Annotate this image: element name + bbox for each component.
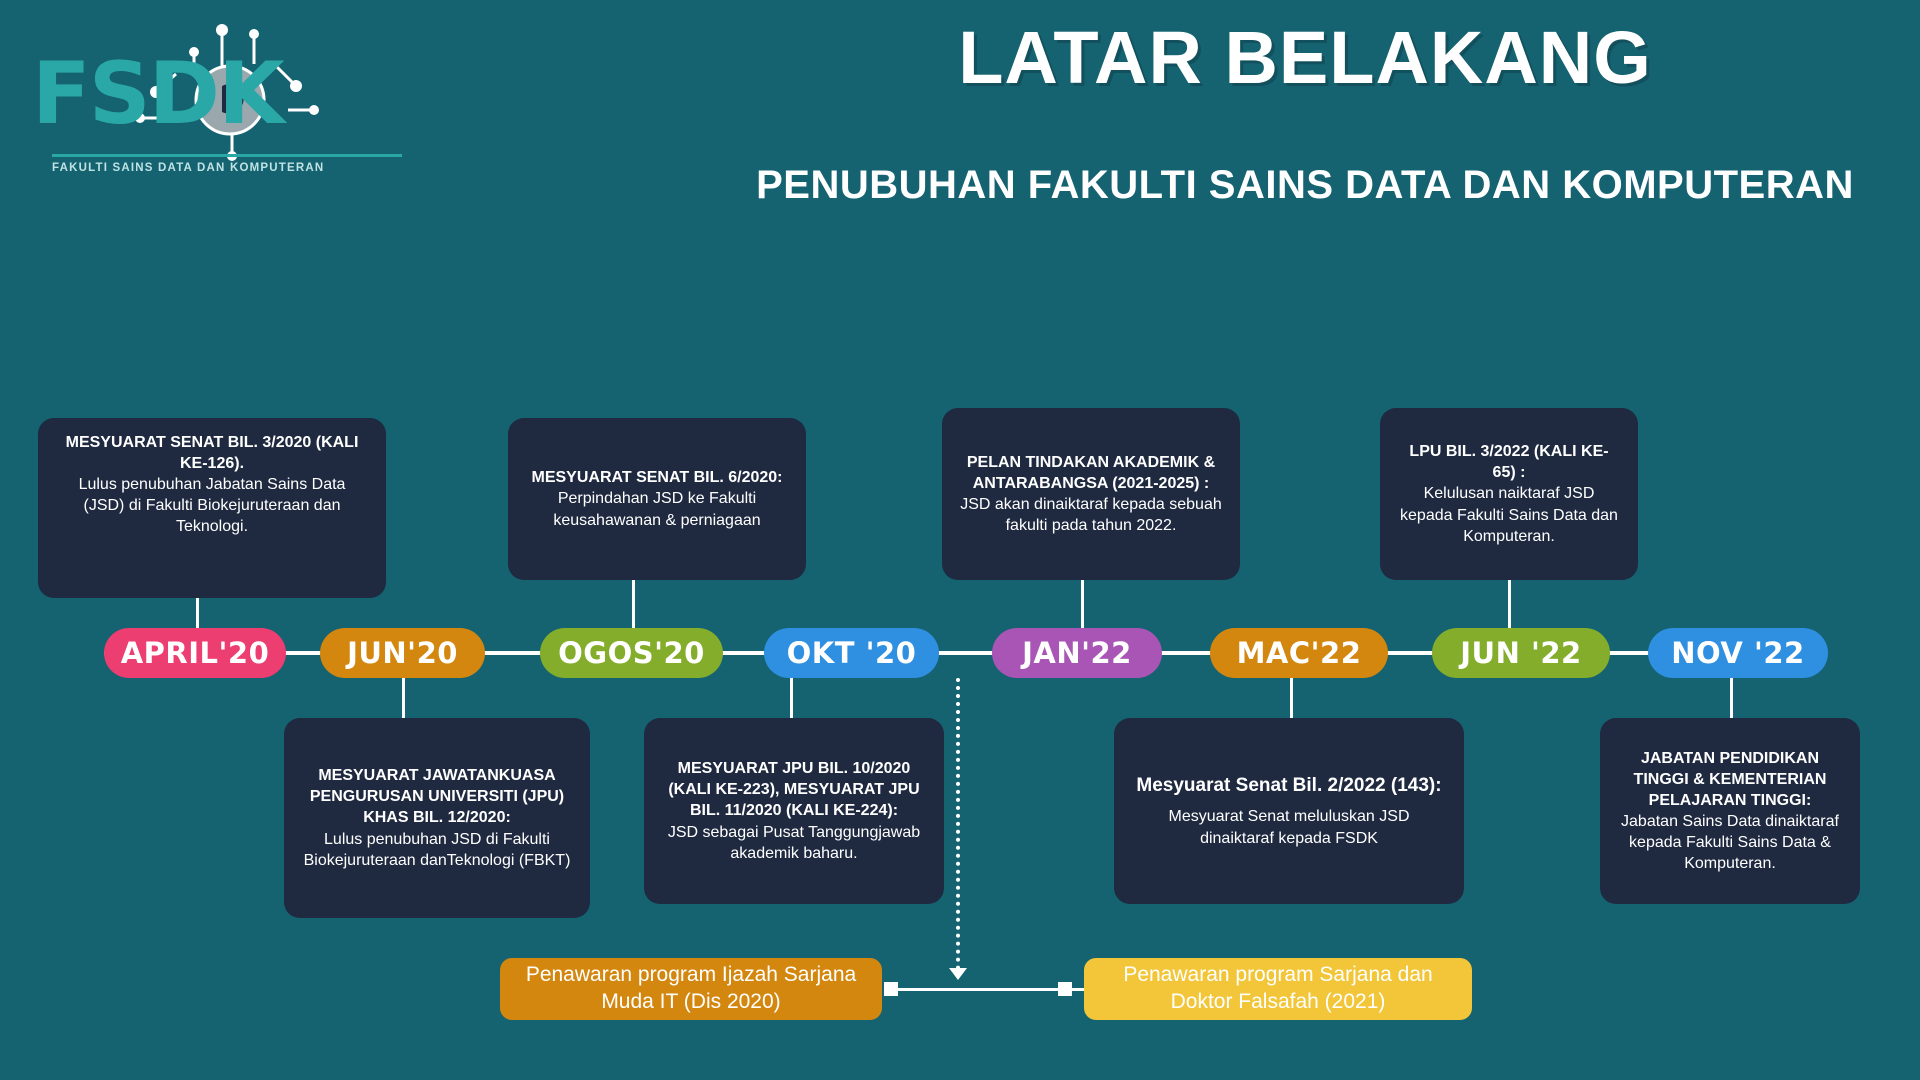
- timeline-pill-april20[interactable]: APRIL'20: [104, 628, 286, 678]
- connector-below-3: [1290, 678, 1293, 718]
- timeline-pill-nov22[interactable]: NOV '22: [1648, 628, 1828, 678]
- timeline-pill-jun20[interactable]: JUN'20: [320, 628, 485, 678]
- connector-above-4: [1508, 580, 1511, 630]
- connector-below-2: [790, 678, 793, 718]
- card-body: Lulus penubuhan JSD di Fakulti Biokejuruteraan danTeknologi (FBKT): [303, 830, 571, 869]
- timeline-pill-jun22[interactable]: JUN '22: [1432, 628, 1610, 678]
- connector-above-3: [1081, 580, 1084, 630]
- ribbon-ijazah-sarjana-muda: Penawaran program Ijazah Sarjana Muda IT (Dis 2020): [500, 958, 882, 1020]
- timeline-pill-ogos20[interactable]: OGOS'20: [540, 628, 723, 678]
- timeline-card-below-3: [1114, 718, 1464, 904]
- dotted-branch-line: [956, 678, 960, 978]
- card-heading: MESYUARAT SENAT BIL. 6/2020:: [531, 469, 783, 487]
- card-body: Mesyuarat Senat meluluskan JSD dinaiktaraf kepada FSDK: [1168, 808, 1410, 847]
- timeline-card-below-1: [284, 718, 590, 918]
- connector-above-1: [196, 598, 199, 630]
- timeline-card-above-4: [1380, 408, 1638, 580]
- timeline-card-above-3: [942, 408, 1240, 580]
- logo-divider: [52, 154, 402, 157]
- logo-wordmark: FSDK: [32, 44, 283, 144]
- card-body: JSD sebagai Pusat Tanggungjawab akademik baharu.: [667, 823, 921, 862]
- connector-below-4: [1730, 678, 1733, 718]
- card-body: Lulus penubuhan Jabatan Sains Data (JSD) di Fakulti Biokejuruteraan dan Teknologi.: [78, 476, 346, 536]
- card-heading: PELAN TINDAKAN AKADEMIK & ANTARABANGSA (2021-2025) :: [966, 453, 1216, 492]
- connector-below-1: [402, 678, 405, 718]
- card-heading: MESYUARAT JAWATANKUASA PENGURUSAN UNIVERSITI (JPU) KHAS BIL. 12/2020:: [309, 767, 565, 827]
- ribbon-node-left: [884, 982, 898, 996]
- logo-tagline: FAKULTI SAINS DATA DAN KOMPUTERAN: [52, 162, 325, 174]
- timeline-pill-okt20[interactable]: OKT '20: [764, 628, 939, 678]
- timeline-card-below-4: [1600, 718, 1860, 904]
- page-subtitle: PENUBUHAN FAKULTI SAINS DATA DAN KOMPUTERAN: [756, 163, 1854, 207]
- card-body: Jabatan Sains Data dinaiktaraf kepada Fakulti Sains Data & Komputeran.: [1621, 813, 1839, 873]
- timeline-pill-mac22[interactable]: MAC'22: [1210, 628, 1388, 678]
- card-heading: LPU BIL. 3/2022 (KALI KE-65) :: [1409, 443, 1609, 482]
- connector-above-2: [632, 580, 635, 630]
- card-heading: Mesyuarat Senat Bil. 2/2022 (143):: [1136, 775, 1442, 797]
- ribbon-node-right: [1058, 982, 1072, 996]
- timeline-card-below-2: [644, 718, 944, 904]
- card-body: Perpindahan JSD ke Fakulti keusahawanan & perniagaan: [553, 490, 761, 529]
- branch-arrow-icon: [949, 968, 967, 980]
- card-body: Kelulusan naiktaraf JSD kepada Fakulti Sains Data dan Komputeran.: [1400, 485, 1618, 545]
- ribbon-sarjana-doktor-falsafah: Penawaran program Sarjana dan Doktor Falsafah (2021): [1084, 958, 1472, 1020]
- card-body: JSD akan dinaiktaraf kepada sebuah fakulti pada tahun 2022.: [960, 496, 1222, 535]
- timeline-card-above-2: [508, 418, 806, 580]
- timeline-pill-jan22[interactable]: JAN'22: [992, 628, 1162, 678]
- card-heading: JABATAN PENDIDIKAN TINGGI & KEMENTERIAN PELAJARAN TINGGI:: [1633, 749, 1827, 809]
- timeline-card-above-1: [38, 418, 386, 598]
- fsdk-logo: [26, 14, 386, 174]
- card-heading: MESYUARAT SENAT BIL. 3/2020 (KALI KE-126).: [65, 434, 359, 473]
- card-heading: MESYUARAT JPU BIL. 10/2020 (KALI KE-223), MESYUARAT JPU BIL. 11/2020 (KALI KE-224):: [668, 760, 920, 820]
- page-title: LATAR BELAKANG: [958, 16, 1652, 99]
